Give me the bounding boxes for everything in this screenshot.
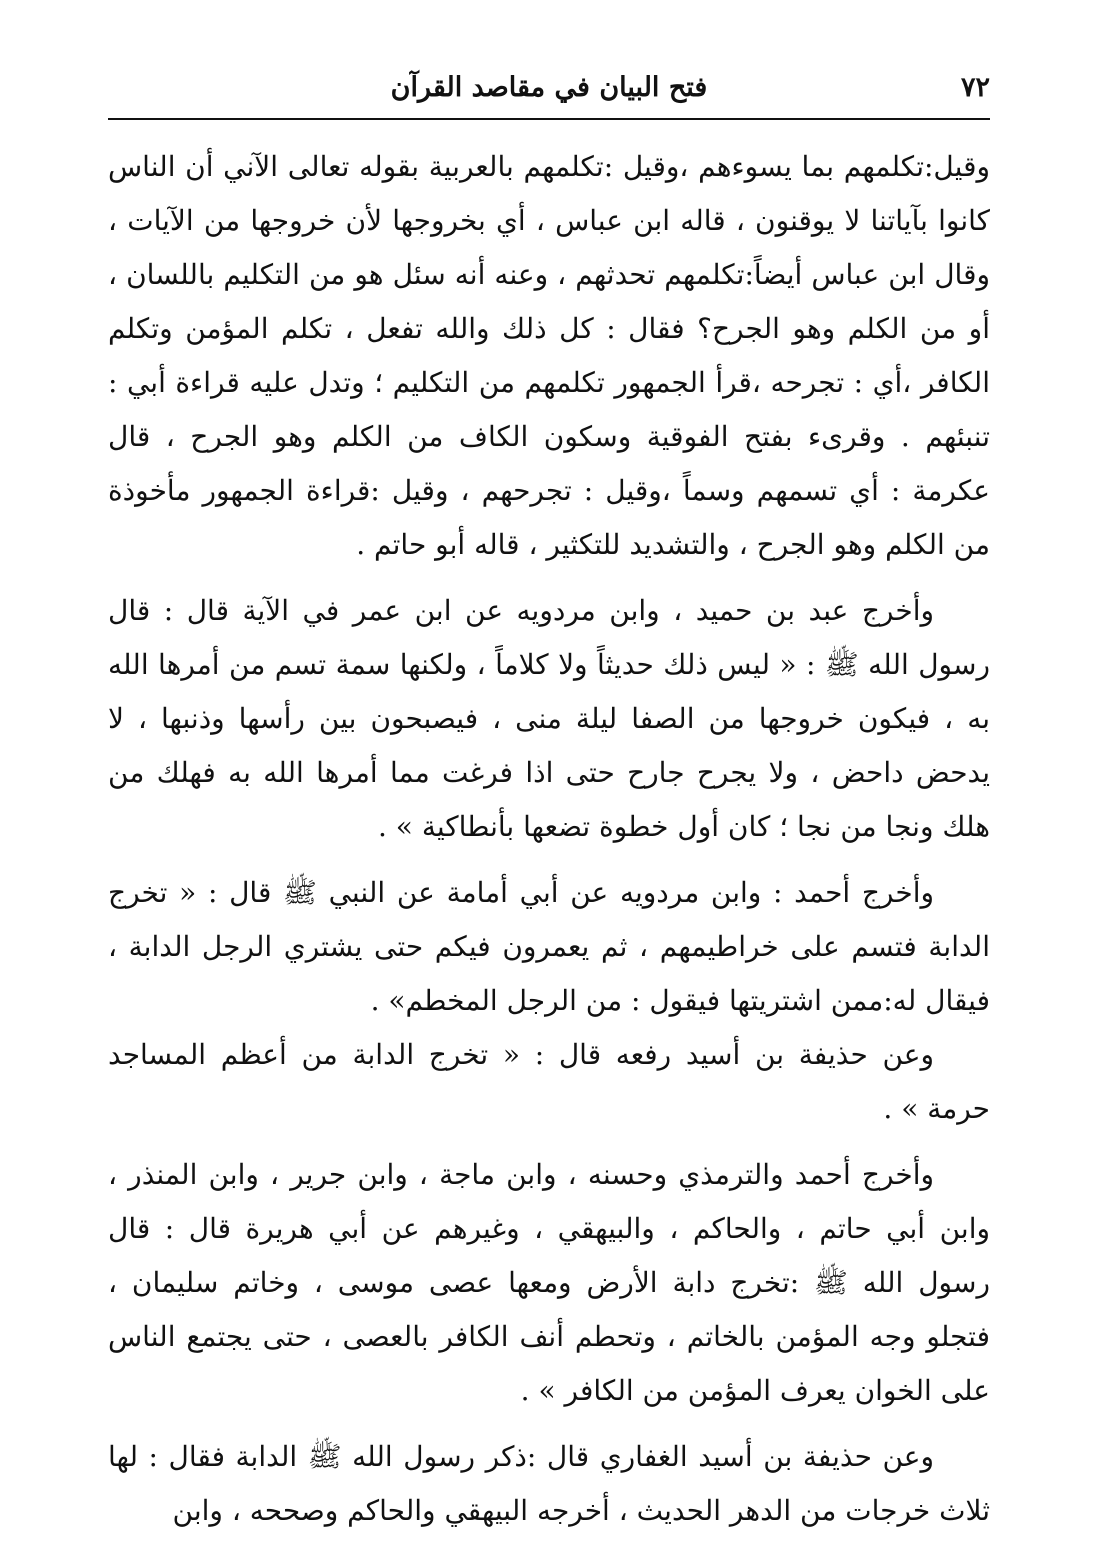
paragraph-gap [108, 854, 990, 866]
paragraph: وأخرج أحمد : وابن مردويه عن أبي أمامة عن النبي ﷺ قال : « تخرج الدابة فتسم على خراطيمهم ، ثم يعمرون فيكم حتى يشتري الرجل الدابة ، فيقال له:ممن اشتريتها فيقول : من الرجل المخطم» . [108, 876, 990, 1017]
paragraph-gap [108, 572, 990, 584]
book-title: فتح البيان في مقاصد القرآن [390, 72, 708, 103]
body-text [108, 140, 990, 1538]
running-header [108, 62, 990, 112]
paragraph-gap [108, 1418, 990, 1430]
paragraph: وعن حذيفة بن أسيد الغفاري قال :ذكر رسول الله ﷺ الدابة فقال : لها ثلاث خرجات من الدهر الحديث ، أخرجه البيهقي والحاكم وصححه ، وابن [108, 1440, 990, 1527]
header-divider [108, 118, 990, 120]
page-number: ٧٢ [960, 72, 990, 103]
paragraph: وأخرج أحمد والترمذي وحسنه ، وابن ماجة ، وابن جرير ، وابن المنذر ، وابن أبي حاتم ، والحاكم ، والبيهقي ، وغيرهم عن أبي هريرة قال : قال رسول الله ﷺ :تخرج دابة الأرض ومعها عصى موسى ، وخاتم سليمان ، فتجلو وجه المؤمن بالخاتم ، وتحطم أنف الكافر بالعصى ، حتى يجتمع الناس على الخوان يعرف المؤمن من الكافر » . [108, 1158, 990, 1407]
paragraph: وعن حذيفة بن أسيد رفعه قال : « تخرج الدابة من أعظم المساجد حرمة » . [108, 1038, 990, 1125]
paragraph: وأخرج عبد بن حميد ، وابن مردويه عن ابن عمر في الآية قال : قال رسول الله ﷺ : « ليس ذلك حديثاً ولا كلاماً ، ولكنها سمة تسم من أمرها الله به ، فيكون خروجها من الصفا ليلة منى ، فيصبحون بين رأسها وذنبها ، لا يدحض داحض ، ولا يجرح جارح حتى اذا فرغت مما أمرها الله به فهلك من هلك ونجا من نجا ؛ كان أول خطوة تضعها بأنطاكية » . [108, 594, 990, 843]
paragraph-gap [108, 1136, 990, 1148]
paragraph: وقيل:تكلمهم بما يسوءهم ،وقيل :تكلمهم بالعربية بقوله تعالى الآني أن الناس كانوا بآياتنا لا يوقنون ، قاله ابن عباس ، أي بخروجها لأن خروجها من الآيات ، وقال ابن عباس أيضاً:تكلمهم تحدثهم ، وعنه أنه سئل هو من التكليم باللسان ، أو من الكلم وهو الجرح؟ فقال : كل ذلك والله تفعل ، تكلم المؤمن وتكلم الكافر ،أي : تجرحه ،قرأ الجمهور تكلمهم من التكليم ؛ وتدل عليه قراءة أبي : تنبئهم . وقرىء بفتح الفوقية وسكون الكاف من الكلم وهو الجرح ، قال عكرمة : أي تسمهم وسماً ،وقيل : تجرحهم ، وقيل :قراءة الجمهور مأخوذة من الكلم وهو الجرح ، والتشديد للتكثير ، قاله أبو حاتم . [108, 150, 990, 561]
